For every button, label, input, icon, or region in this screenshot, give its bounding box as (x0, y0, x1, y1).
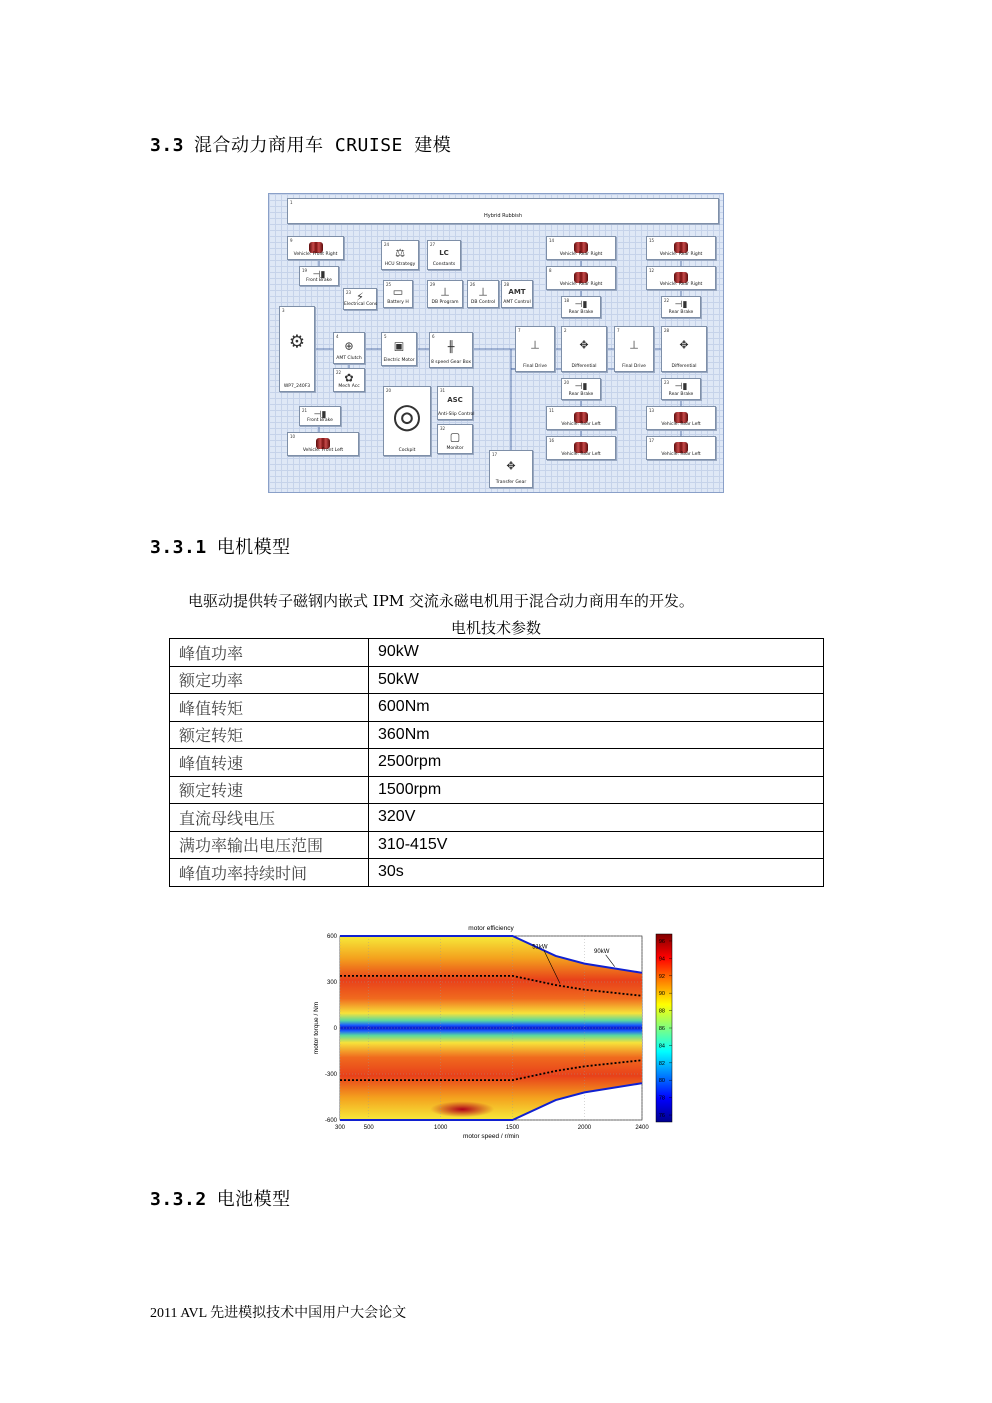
diagram-block (383, 386, 431, 456)
block-label: Rear Brake (568, 310, 594, 315)
block-label: Differential (671, 364, 697, 369)
efficiency-hotspot (430, 1101, 494, 1117)
block-number: 25 (386, 282, 392, 287)
block-number: 27 (430, 242, 436, 247)
motor-efficiency-chart (308, 918, 688, 1150)
block-label: HCU Strategy (384, 262, 416, 267)
component-icon: ASC (447, 396, 463, 405)
diagram-block (279, 306, 315, 392)
brake-icon: ⊣▮ (313, 409, 327, 420)
block-number: 12 (649, 268, 655, 273)
param-value: 1500rpm (369, 776, 824, 804)
block-label: WP7_240F3 (283, 384, 311, 389)
colorbar-tick-label: 88 (658, 1008, 665, 1015)
block-label: Vehicle: Front Left (302, 448, 344, 453)
param-name: 峰值功率 (170, 639, 369, 667)
diagram-block (561, 296, 601, 318)
block-number: 23 (664, 380, 670, 385)
diagram-block (381, 332, 417, 366)
block-label: Vehicle: Rear Left (561, 422, 601, 427)
param-value: 2500rpm (369, 749, 824, 777)
block-number: 3 (282, 308, 285, 313)
component-icon: LC (439, 248, 449, 257)
engine-icon: ⚙ (288, 331, 306, 353)
component-icon: ⚡ (356, 290, 364, 304)
block-number: 17 (649, 438, 655, 443)
chart-annotation: 51kW (532, 944, 548, 951)
block-number: 2 (564, 328, 567, 333)
param-value: 600Nm (369, 694, 824, 722)
block-number: 28 (664, 328, 670, 333)
block-number: 26 (470, 282, 476, 287)
block-label: Monitor (446, 446, 464, 451)
block-number: 16 (549, 438, 555, 443)
diagram-block (287, 236, 344, 260)
param-name: 满功率输出电压范围 (170, 831, 369, 859)
x-axis-label: motor speed / r/min (463, 1133, 519, 1140)
block-number: 13 (649, 408, 655, 413)
block-label: Final Drive (523, 364, 547, 369)
diagram-block (299, 406, 341, 426)
block-label: Rear Brake (668, 310, 694, 315)
table-row (170, 804, 824, 832)
colorbar-tick-label: 80 (658, 1078, 665, 1085)
x-tick-label: 500 (363, 1125, 374, 1131)
component-icon: ✥ (506, 459, 516, 473)
section-title: 混合动力商用车 CRUISE 建模 (194, 135, 452, 156)
colorbar-tick-label: 96 (658, 938, 665, 945)
block-label: Vehicle: Rear Right (659, 282, 703, 287)
block-label: Anti-Slip Control (438, 412, 475, 417)
block-label: Mech Acc (338, 384, 360, 389)
y-tick-label: 0 (333, 1026, 337, 1032)
colorbar-tick-label: 84 (658, 1043, 665, 1050)
diagram-block (546, 266, 616, 290)
section-number: 3.3 (150, 135, 185, 156)
table-row (170, 694, 824, 722)
block-label: Vehicle: Rear Left (661, 422, 701, 427)
brake-icon: ⊣▮ (312, 269, 326, 280)
block-label: DB Program (431, 300, 459, 305)
block-number: 22 (664, 298, 670, 303)
diagram-block (489, 450, 533, 488)
component-icon: ✿ (344, 371, 354, 385)
diagram-block (646, 406, 716, 430)
section-title: 电池模型 (216, 1189, 291, 1210)
component-icon: ✥ (579, 338, 589, 352)
block-number: 21 (302, 408, 308, 413)
block-label: Constants (432, 262, 456, 267)
body-paragraph: 电驱动提供转子磁钢内嵌式 IPM 交流永磁电机用于混合动力商用车的开发。 (188, 592, 694, 610)
component-icon: ▢ (449, 430, 461, 444)
component-icon: ⊥ (440, 285, 450, 299)
brake-icon: ⊣▮ (574, 300, 588, 311)
y-axis-label: motor torque / Nm (313, 1001, 320, 1055)
block-number: 7 (617, 328, 620, 333)
colorbar-tick-label: 78 (658, 1095, 665, 1102)
section-number: 3.3.1 (150, 537, 207, 558)
component-icon: ✥ (679, 338, 689, 352)
block-label: Electrical Cons (344, 302, 378, 307)
block-label: AMT Control (503, 300, 531, 305)
block-number: 4 (336, 334, 339, 339)
table-row (170, 859, 824, 887)
block-number: 17 (492, 452, 498, 457)
diagram-block (437, 386, 473, 420)
block-label: Front Brake (306, 278, 332, 283)
block-number: 23 (346, 290, 352, 295)
block-number: 19 (302, 268, 308, 273)
block-number: 9 (290, 238, 293, 243)
block-label: Rear Brake (668, 392, 694, 397)
component-icon: ⊥ (629, 338, 639, 352)
param-value: 50kW (369, 666, 824, 694)
param-value: 360Nm (369, 721, 824, 749)
component-icon: AMT (508, 287, 526, 296)
table-row (170, 749, 824, 777)
table-row (170, 831, 824, 859)
cruise-model-diagram (268, 193, 724, 493)
diagram-block (646, 436, 716, 460)
component-icon: ╫ (447, 340, 455, 354)
diagram-block (381, 240, 419, 270)
diagram-block (343, 288, 377, 310)
param-value: 30s (369, 859, 824, 887)
table-row (170, 721, 824, 749)
block-label: Vehicle: Rear Right (559, 252, 603, 257)
block-label: Vehicle: Rear Left (561, 452, 601, 457)
x-tick-label: 1000 (433, 1125, 448, 1131)
y-tick-label: 300 (326, 980, 337, 986)
block-label: Vehicle: Rear Right (659, 252, 703, 257)
motor-params-table (169, 638, 824, 887)
diagram-block (515, 326, 555, 372)
diagram-block (287, 198, 719, 224)
diagram-block (561, 378, 601, 400)
block-label: Transfer Gear (495, 480, 527, 485)
block-number: 10 (290, 434, 296, 439)
block-number: 6 (432, 334, 435, 339)
component-icon: ⊕ (344, 339, 354, 353)
block-number: 14 (549, 238, 555, 243)
block-number: 20 (386, 388, 392, 393)
x-tick-label: 2400 (635, 1125, 649, 1131)
diagram-title: Hybrid Rubbish (483, 213, 523, 219)
brake-icon: ⊣▮ (674, 382, 688, 393)
diagram-block (661, 326, 707, 372)
param-name: 峰值转速 (170, 749, 369, 777)
chart-title: motor efficiency (468, 925, 514, 932)
block-label: Vehicle: Rear Left (661, 452, 701, 457)
block-label: Differential (571, 364, 597, 369)
colorbar-tick-label: 82 (658, 1060, 665, 1067)
block-number: 7 (518, 328, 521, 333)
block-label: 8 speed Gear Box (431, 360, 471, 365)
table-row (170, 666, 824, 694)
colorbar-tick-label: 90 (658, 991, 665, 998)
page-footer: 2011 AVL 先进模拟技术中国用户大会论文 (150, 1306, 407, 1321)
block-number: 24 (384, 242, 390, 247)
x-tick-label: 300 (334, 1125, 346, 1131)
block-number: 1 (290, 200, 293, 205)
diagram-block (561, 326, 607, 372)
block-label: DB Control (470, 300, 496, 305)
param-name: 额定转矩 (170, 721, 369, 749)
param-name: 直流母线电压 (170, 804, 369, 832)
diagram-block (427, 280, 463, 308)
block-number: 11 (549, 408, 555, 413)
diagram-block (546, 436, 616, 460)
block-label: Cockpit (398, 448, 416, 453)
y-tick-label: -600 (324, 1118, 337, 1124)
component-icon: ▭ (392, 285, 404, 299)
colorbar-tick-label: 94 (658, 956, 665, 963)
block-number: 15 (649, 238, 655, 243)
param-value: 320V (369, 804, 824, 832)
diagram-block (333, 332, 365, 364)
block-number: 8 (549, 268, 552, 273)
diagram-block (661, 296, 701, 318)
diagram-block (546, 406, 616, 430)
block-label: Rear Brake (568, 392, 594, 397)
block-number: 20 (564, 380, 570, 385)
y-tick-label: 600 (326, 934, 337, 940)
diagram-block (437, 424, 473, 454)
component-icon: ⊥ (530, 338, 540, 352)
param-name: 额定功率 (170, 666, 369, 694)
diagram-block (501, 280, 533, 308)
brake-icon: ⊣▮ (574, 382, 588, 393)
block-label: Vehicle: Rear Right (559, 282, 603, 287)
block-number: 22 (336, 370, 342, 375)
x-tick-label: 1500 (505, 1125, 520, 1131)
block-number: 28 (504, 282, 510, 287)
param-value: 310-415V (369, 831, 824, 859)
diagram-block (614, 326, 654, 372)
param-name: 额定转速 (170, 776, 369, 804)
block-number: 5 (384, 334, 387, 339)
section-title: 电机模型 (216, 537, 291, 558)
param-value: 90kW (369, 639, 824, 667)
steering-wheel-icon: ◎ (392, 395, 422, 436)
section-heading-3-3 (150, 131, 451, 157)
diagram-block (383, 280, 413, 308)
section-heading-3-3-1 (150, 533, 291, 559)
component-icon: ⚖ (395, 246, 405, 260)
diagram-block (287, 432, 359, 456)
param-name: 峰值功率持续时间 (170, 859, 369, 887)
y-tick-label: -300 (324, 1072, 337, 1078)
component-icon: ⊥ (478, 285, 488, 299)
diagram-block (427, 240, 461, 270)
block-label: Electric Motor (383, 358, 415, 363)
colorbar-tick-label: 86 (658, 1026, 665, 1032)
block-number: 18 (564, 298, 570, 303)
block-number: 29 (430, 282, 436, 287)
section-number: 3.3.2 (150, 1189, 207, 1210)
table-caption: 电机技术参数 (450, 619, 541, 637)
colorbar-tick-label: 92 (658, 973, 665, 980)
component-icon: ▣ (393, 339, 405, 353)
block-label: Final Drive (622, 364, 646, 369)
diagram-block (646, 236, 716, 260)
diagram-block (299, 266, 339, 286)
block-label: Vehicle: Front Right (293, 252, 338, 257)
diagram-block (546, 236, 616, 260)
diagram-block (646, 266, 716, 290)
diagram-block (429, 332, 473, 368)
diagram-block (661, 378, 701, 400)
brake-icon: ⊣▮ (674, 300, 688, 311)
table-row (170, 639, 824, 667)
chart-annotation: 90kW (594, 948, 610, 955)
diagram-block (333, 368, 365, 392)
block-number: 32 (440, 426, 446, 431)
section-heading-3-3-2 (150, 1185, 291, 1211)
colorbar-tick-label: 76 (658, 1113, 665, 1120)
block-number: 31 (440, 388, 446, 393)
table-row (170, 776, 824, 804)
block-label: Front Brake (307, 418, 333, 423)
diagram-block (467, 280, 499, 308)
param-name: 峰值转矩 (170, 694, 369, 722)
x-tick-label: 2000 (577, 1125, 592, 1131)
block-label: AMT Clutch (336, 356, 362, 361)
block-label: Battery H (387, 300, 409, 305)
